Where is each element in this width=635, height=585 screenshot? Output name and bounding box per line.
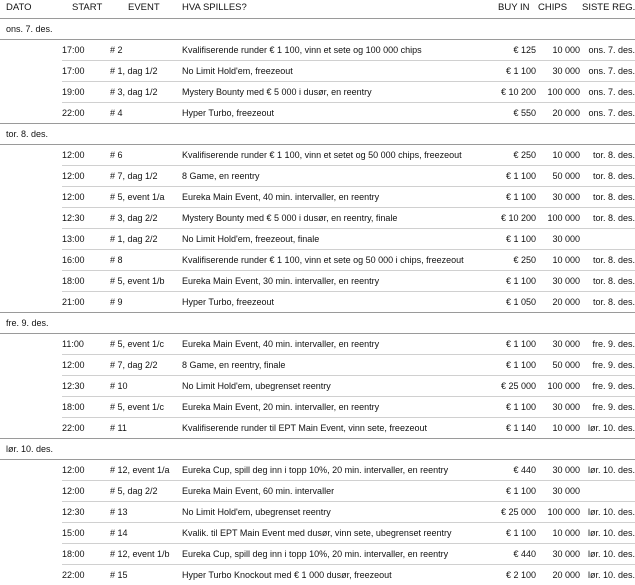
header-event: EVENT	[110, 0, 182, 19]
start-time-cell: 22:00	[62, 418, 110, 439]
buyin-cell: € 1 100	[498, 229, 536, 250]
date-spacer-cell	[0, 250, 62, 271]
schedule-body	[0, 19, 635, 585]
day-row	[0, 313, 635, 334]
chips-cell: 10 000	[536, 250, 580, 271]
start-time-cell: 19:00	[62, 82, 110, 103]
start-time-cell: 22:00	[62, 103, 110, 124]
event-number-cell: # 11	[110, 418, 182, 439]
last-registration-cell: lør. 10. des.	[580, 502, 635, 523]
date-spacer-cell	[0, 229, 62, 250]
event-row	[0, 502, 635, 523]
date-spacer-cell	[0, 187, 62, 208]
event-description-cell: Kvalifiserende runder € 1 100, vinn et sete og 50 000 i chips, freezeout	[182, 250, 498, 271]
buyin-cell: € 1 100	[498, 355, 536, 376]
day-label: fre. 9. des.	[0, 313, 635, 334]
buyin-cell: € 1 100	[498, 166, 536, 187]
chips-cell: 20 000	[536, 565, 580, 585]
last-registration-cell: tor. 8. des.	[580, 292, 635, 313]
header-row	[0, 0, 635, 19]
date-spacer-cell	[0, 502, 62, 523]
event-row	[0, 565, 635, 585]
date-spacer-cell	[0, 334, 62, 355]
event-row	[0, 250, 635, 271]
event-description-cell: Eureka Cup, spill deg inn i topp 10%, 20 min. intervaller, en reentry	[182, 460, 498, 481]
date-spacer-cell	[0, 82, 62, 103]
chips-cell: 30 000	[536, 187, 580, 208]
event-row	[0, 523, 635, 544]
start-time-cell: 22:00	[62, 565, 110, 585]
event-number-cell: # 10	[110, 376, 182, 397]
event-row	[0, 166, 635, 187]
event-row	[0, 229, 635, 250]
day-label: lør. 10. des.	[0, 439, 635, 460]
date-spacer-cell	[0, 544, 62, 565]
buyin-cell: € 1 140	[498, 418, 536, 439]
buyin-cell: € 10 200	[498, 208, 536, 229]
event-row	[0, 376, 635, 397]
event-description-cell: Hyper Turbo, freezeout	[182, 103, 498, 124]
buyin-cell: € 250	[498, 145, 536, 166]
start-time-cell: 12:30	[62, 208, 110, 229]
chips-cell: 30 000	[536, 544, 580, 565]
last-registration-cell: lør. 10. des.	[580, 523, 635, 544]
event-description-cell: Hyper Turbo, freezeout	[182, 292, 498, 313]
event-number-cell: # 1, dag 2/2	[110, 229, 182, 250]
chips-cell: 20 000	[536, 292, 580, 313]
start-time-cell: 21:00	[62, 292, 110, 313]
event-number-cell: # 12, event 1/a	[110, 460, 182, 481]
event-row	[0, 82, 635, 103]
buyin-cell: € 440	[498, 460, 536, 481]
chips-cell: 50 000	[536, 355, 580, 376]
chips-cell: 10 000	[536, 40, 580, 61]
event-row	[0, 481, 635, 502]
event-description-cell: Hyper Turbo Knockout med € 1 000 dusør, freezeout	[182, 565, 498, 585]
last-registration-cell	[580, 229, 635, 250]
event-description-cell: Kvalifiserende runder € 1 100, vinn et setet og 50 000 chips, freezeout	[182, 145, 498, 166]
event-number-cell: # 3, dag 1/2	[110, 82, 182, 103]
last-registration-cell: ons. 7. des.	[580, 103, 635, 124]
event-row	[0, 355, 635, 376]
buyin-cell: € 1 050	[498, 292, 536, 313]
event-row	[0, 271, 635, 292]
date-spacer-cell	[0, 355, 62, 376]
last-registration-cell: tor. 8. des.	[580, 166, 635, 187]
last-registration-cell: ons. 7. des.	[580, 82, 635, 103]
date-spacer-cell	[0, 565, 62, 585]
day-row	[0, 439, 635, 460]
start-time-cell: 16:00	[62, 250, 110, 271]
event-description-cell: Eureka Main Event, 20 min. intervaller, en reentry	[182, 397, 498, 418]
day-label: tor. 8. des.	[0, 124, 635, 145]
header-dato: DATO	[0, 0, 62, 19]
event-number-cell: # 6	[110, 145, 182, 166]
start-time-cell: 18:00	[62, 397, 110, 418]
chips-cell: 100 000	[536, 502, 580, 523]
chips-cell: 30 000	[536, 397, 580, 418]
date-spacer-cell	[0, 166, 62, 187]
event-row	[0, 544, 635, 565]
buyin-cell: € 550	[498, 103, 536, 124]
start-time-cell: 13:00	[62, 229, 110, 250]
event-row	[0, 61, 635, 82]
header-start: START	[62, 0, 110, 19]
start-time-cell: 12:00	[62, 481, 110, 502]
buyin-cell: € 250	[498, 250, 536, 271]
event-row	[0, 40, 635, 61]
event-description-cell: Eureka Main Event, 40 min. intervaller, en reentry	[182, 187, 498, 208]
start-time-cell: 12:00	[62, 355, 110, 376]
start-time-cell: 18:00	[62, 271, 110, 292]
chips-cell: 30 000	[536, 229, 580, 250]
chips-cell: 30 000	[536, 271, 580, 292]
event-description-cell: Eureka Main Event, 40 min. intervaller, en reentry	[182, 334, 498, 355]
event-description-cell: Mystery Bounty med € 5 000 i dusør, en reentry, finale	[182, 208, 498, 229]
last-registration-cell: fre. 9. des.	[580, 334, 635, 355]
buyin-cell: € 125	[498, 40, 536, 61]
buyin-cell: € 1 100	[498, 481, 536, 502]
date-spacer-cell	[0, 418, 62, 439]
buyin-cell: € 10 200	[498, 82, 536, 103]
buyin-cell: € 2 100	[498, 565, 536, 585]
chips-cell: 100 000	[536, 376, 580, 397]
event-description-cell: Eureka Main Event, 60 min. intervaller	[182, 481, 498, 502]
buyin-cell: € 1 100	[498, 397, 536, 418]
event-row	[0, 187, 635, 208]
buyin-cell: € 440	[498, 544, 536, 565]
event-row	[0, 397, 635, 418]
event-number-cell: # 2	[110, 40, 182, 61]
start-time-cell: 17:00	[62, 40, 110, 61]
buyin-cell: € 1 100	[498, 187, 536, 208]
last-registration-cell	[580, 481, 635, 502]
chips-cell: 10 000	[536, 418, 580, 439]
event-row	[0, 292, 635, 313]
event-description-cell: Eureka Main Event, 30 min. intervaller, en reentry	[182, 271, 498, 292]
event-number-cell: # 7, dag 1/2	[110, 166, 182, 187]
event-row	[0, 103, 635, 124]
event-description-cell: No Limit Hold'em, ubegrenset reentry	[182, 502, 498, 523]
chips-cell: 20 000	[536, 103, 580, 124]
event-number-cell: # 8	[110, 250, 182, 271]
date-spacer-cell	[0, 376, 62, 397]
start-time-cell: 12:30	[62, 502, 110, 523]
header-chips: CHIPS	[536, 0, 580, 19]
event-description-cell: Kvalifiserende runder € 1 100, vinn et sete og 100 000 chips	[182, 40, 498, 61]
event-number-cell: # 12, event 1/b	[110, 544, 182, 565]
last-registration-cell: tor. 8. des.	[580, 250, 635, 271]
event-number-cell: # 4	[110, 103, 182, 124]
event-description-cell: Kvalifiserende runder til EPT Main Event, vinn sete, freezeout	[182, 418, 498, 439]
event-number-cell: # 14	[110, 523, 182, 544]
chips-cell: 50 000	[536, 166, 580, 187]
event-row	[0, 334, 635, 355]
date-spacer-cell	[0, 208, 62, 229]
chips-cell: 100 000	[536, 208, 580, 229]
last-registration-cell: ons. 7. des.	[580, 61, 635, 82]
chips-cell: 100 000	[536, 82, 580, 103]
date-spacer-cell	[0, 397, 62, 418]
event-row	[0, 208, 635, 229]
event-description-cell: 8 Game, en reentry, finale	[182, 355, 498, 376]
chips-cell: 30 000	[536, 460, 580, 481]
last-registration-cell: tor. 8. des.	[580, 187, 635, 208]
start-time-cell: 15:00	[62, 523, 110, 544]
date-spacer-cell	[0, 271, 62, 292]
start-time-cell: 12:00	[62, 145, 110, 166]
header-last-registration: SISTE REG.	[580, 0, 635, 19]
event-description-cell: 8 Game, en reentry	[182, 166, 498, 187]
start-time-cell: 18:00	[62, 544, 110, 565]
last-registration-cell: lør. 10. des.	[580, 565, 635, 585]
event-row	[0, 460, 635, 481]
last-registration-cell: lør. 10. des.	[580, 460, 635, 481]
chips-cell: 30 000	[536, 334, 580, 355]
event-description-cell: No Limit Hold'em, freezeout	[182, 61, 498, 82]
buyin-cell: € 1 100	[498, 271, 536, 292]
last-registration-cell: ons. 7. des.	[580, 40, 635, 61]
start-time-cell: 17:00	[62, 61, 110, 82]
event-number-cell: # 1, dag 1/2	[110, 61, 182, 82]
event-row	[0, 145, 635, 166]
date-spacer-cell	[0, 481, 62, 502]
date-spacer-cell	[0, 523, 62, 544]
chips-cell: 30 000	[536, 61, 580, 82]
date-spacer-cell	[0, 292, 62, 313]
date-spacer-cell	[0, 103, 62, 124]
last-registration-cell: tor. 8. des.	[580, 208, 635, 229]
buyin-cell: € 25 000	[498, 376, 536, 397]
start-time-cell: 12:00	[62, 187, 110, 208]
event-number-cell: # 5, event 1/c	[110, 397, 182, 418]
start-time-cell: 12:00	[62, 166, 110, 187]
buyin-cell: € 1 100	[498, 523, 536, 544]
date-spacer-cell	[0, 40, 62, 61]
buyin-cell: € 1 100	[498, 334, 536, 355]
date-spacer-cell	[0, 61, 62, 82]
last-registration-cell: fre. 9. des.	[580, 397, 635, 418]
event-number-cell: # 5, dag 2/2	[110, 481, 182, 502]
header-buyin: BUY IN	[498, 0, 536, 19]
chips-cell: 30 000	[536, 481, 580, 502]
date-spacer-cell	[0, 145, 62, 166]
last-registration-cell: lør. 10. des.	[580, 418, 635, 439]
event-number-cell: # 7, dag 2/2	[110, 355, 182, 376]
event-number-cell: # 13	[110, 502, 182, 523]
event-number-cell: # 3, dag 2/2	[110, 208, 182, 229]
last-registration-cell: lør. 10. des.	[580, 544, 635, 565]
event-description-cell: Kvalik. til EPT Main Event med dusør, vinn sete, ubegrenset reentry	[182, 523, 498, 544]
day-label: ons. 7. des.	[0, 19, 635, 40]
event-row	[0, 418, 635, 439]
event-description-cell: Mystery Bounty med € 5 000 i dusør, en reentry	[182, 82, 498, 103]
buyin-cell: € 25 000	[498, 502, 536, 523]
chips-cell: 10 000	[536, 145, 580, 166]
event-description-cell: No Limit Hold'em, freezeout, finale	[182, 229, 498, 250]
buyin-cell: € 1 100	[498, 61, 536, 82]
start-time-cell: 12:30	[62, 376, 110, 397]
event-number-cell: # 9	[110, 292, 182, 313]
header-description: HVA SPILLES?	[182, 0, 498, 19]
chips-cell: 10 000	[536, 523, 580, 544]
event-number-cell: # 5, event 1/c	[110, 334, 182, 355]
event-number-cell: # 15	[110, 565, 182, 585]
last-registration-cell: fre. 9. des.	[580, 355, 635, 376]
start-time-cell: 12:00	[62, 460, 110, 481]
day-row	[0, 19, 635, 40]
last-registration-cell: tor. 8. des.	[580, 271, 635, 292]
event-description-cell: Eureka Cup, spill deg inn i topp 10%, 20 min. intervaller, en reentry	[182, 544, 498, 565]
day-row	[0, 124, 635, 145]
last-registration-cell: fre. 9. des.	[580, 376, 635, 397]
start-time-cell: 11:00	[62, 334, 110, 355]
date-spacer-cell	[0, 460, 62, 481]
event-number-cell: # 5, event 1/b	[110, 271, 182, 292]
event-description-cell: No Limit Hold'em, ubegrenset reentry	[182, 376, 498, 397]
last-registration-cell: tor. 8. des.	[580, 145, 635, 166]
event-number-cell: # 5, event 1/a	[110, 187, 182, 208]
